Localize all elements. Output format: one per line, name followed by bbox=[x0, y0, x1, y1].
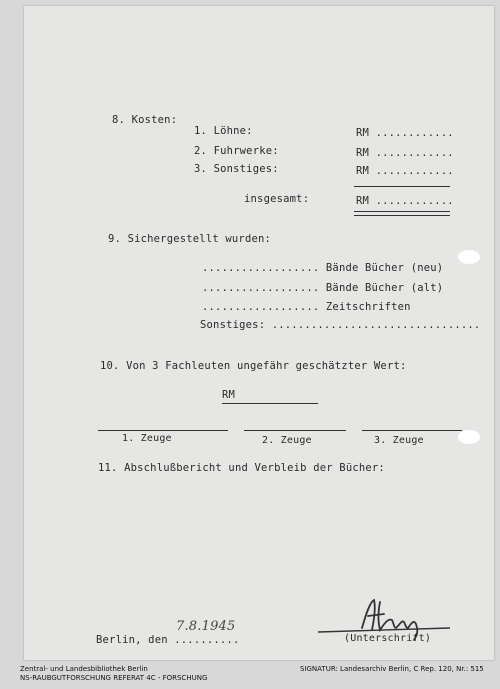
total-label: insgesamt: bbox=[244, 193, 310, 205]
other-items-row: Sonstiges: ................................ bbox=[200, 319, 481, 331]
cost-item-sonstiges: 3. Sonstiges: bbox=[194, 163, 279, 175]
books-old-row: .................. Bände Bücher (alt) bbox=[202, 282, 444, 294]
section-10-heading: 10. Von 3 Fachleuten ungefähr geschätzter Wert: bbox=[100, 360, 407, 372]
witness-3-label: 3. Zeuge bbox=[374, 435, 424, 446]
value-rm-label: RM bbox=[222, 389, 236, 401]
section-11-heading: 11. Abschlußbericht und Verbleib der Bücher: bbox=[98, 462, 385, 474]
rm-field-2: RM ............ bbox=[356, 147, 454, 159]
rm-field-total: RM ............ bbox=[356, 195, 454, 207]
document-page bbox=[24, 6, 494, 660]
rm-field-3: RM ............ bbox=[356, 165, 454, 177]
rm-field-1: RM ............ bbox=[356, 127, 454, 139]
total-double-rule bbox=[354, 211, 450, 216]
witness-1-label: 1. Zeuge bbox=[122, 433, 172, 444]
value-rule bbox=[222, 403, 318, 404]
footer-department: NS-RAUBGUTFORSCHUNG REFERAT 4C - FORSCHUNG bbox=[20, 674, 208, 682]
punch-hole-upper bbox=[458, 250, 480, 264]
section-8-heading: 8. Kosten: bbox=[112, 114, 178, 126]
witness-1-line bbox=[98, 430, 228, 431]
section-9-heading: 9. Sichergestellt wurden: bbox=[108, 233, 272, 245]
footer-library: Zentral- und Landesbibliothek Berlin bbox=[20, 665, 148, 673]
handwritten-date: 7.8.1945 bbox=[176, 619, 236, 634]
sum-rule bbox=[354, 186, 450, 187]
punch-hole-lower bbox=[458, 430, 480, 444]
cost-item-fuhrwerke: 2. Fuhrwerke: bbox=[194, 145, 279, 157]
cost-item-loehne: 1. Löhne: bbox=[194, 125, 253, 137]
place-date-label: Berlin, den .......... bbox=[96, 634, 240, 646]
witness-2-line bbox=[244, 430, 346, 431]
witness-3-line bbox=[362, 430, 462, 431]
books-new-row: .................. Bände Bücher (neu) bbox=[202, 262, 444, 274]
witness-2-label: 2. Zeuge bbox=[262, 435, 312, 446]
signature-caption: (Unterschrift) bbox=[344, 633, 432, 644]
footer-left bbox=[20, 665, 207, 683]
footer-signature-ref: SIGNATUR: Landesarchiv Berlin, C Rep. 120, Nr.: 515 bbox=[300, 665, 484, 673]
journals-row: .................. Zeitschriften bbox=[202, 301, 411, 313]
